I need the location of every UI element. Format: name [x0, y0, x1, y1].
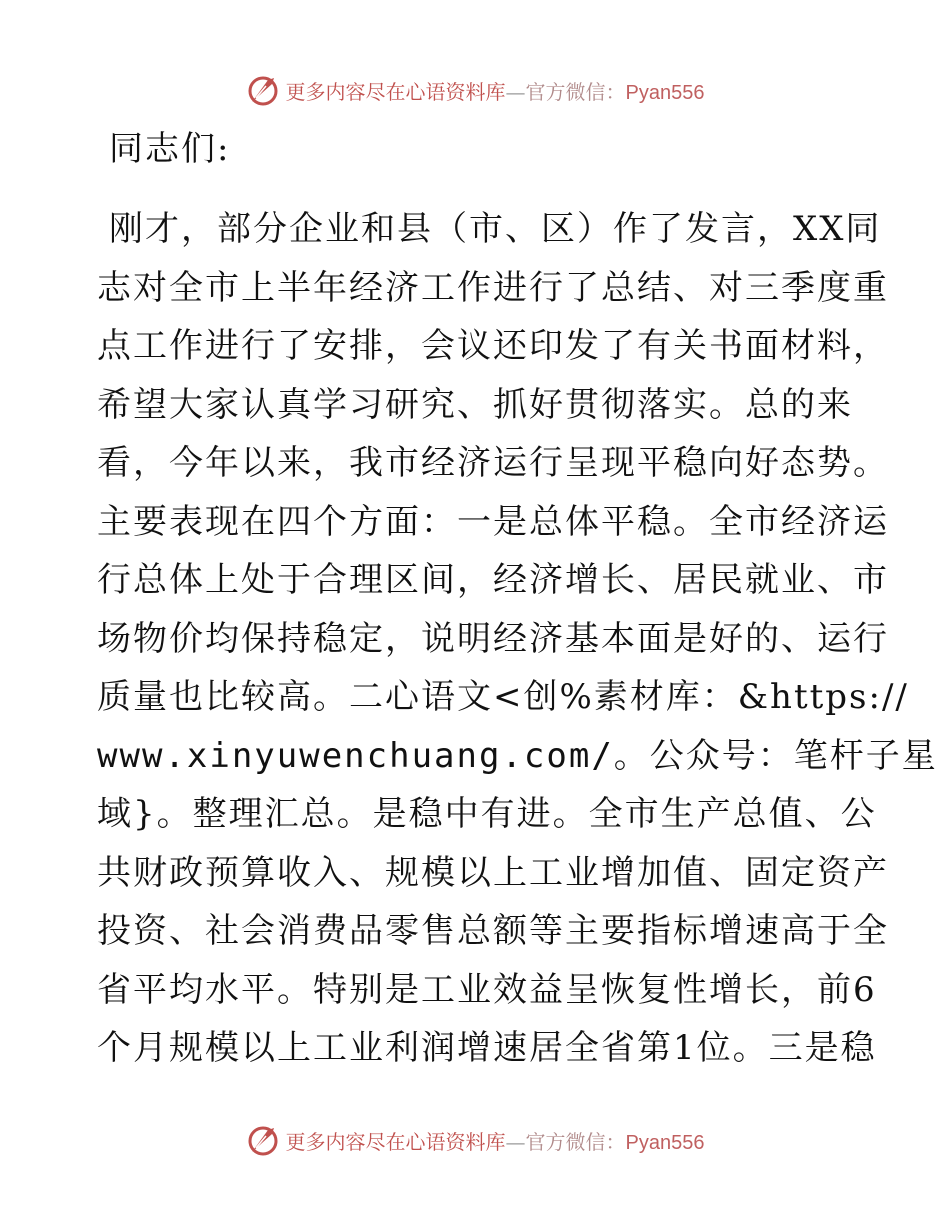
paragraph-line: 点工作进行了安排，会议还印发了有关书面材料， [97, 326, 889, 366]
footer-separator: — [505, 1129, 526, 1154]
paragraph-line: 省平均水平。特别是工业效益呈恢复性增长，前6 [97, 969, 877, 1010]
header-separator: — [505, 79, 526, 104]
header-wechat-label: 官方微信： [525, 79, 626, 104]
paragraph-line: 场物价均保持稳定，说明经济基本面是好的、运行 [97, 618, 889, 659]
paragraph-line: 质量也比较高。二心语文<创%素材库：&https:// [97, 677, 909, 717]
paragraph-line: 希望大家认真学习研究、抓好贯彻落实。总的来 [97, 384, 853, 425]
header-watermark-text [286, 76, 705, 105]
paragraph-line: 志对全市上半年经济工作进行了总结、对三季度重 [97, 267, 889, 308]
quill-pen-logo-icon [246, 1122, 282, 1158]
paragraph-line: 主要表现在四个方面：一是总体平稳。全市经济运 [97, 501, 889, 542]
footer-watermark-text [286, 1126, 705, 1155]
paragraph-line: 看，今年以来，我市经济运行呈现平稳向好态势。 [97, 443, 889, 483]
paragraph-line: 共财政预算收入、规模以上工业增加值、固定资产 [97, 852, 889, 893]
footer-brand: 更多内容尽在心语资料库 [285, 1129, 506, 1154]
header-brand: 更多内容尽在心语资料库 [285, 79, 506, 104]
paragraph-line: 域}。整理汇总。是稳中有进。全市生产总值、公 [97, 794, 877, 834]
paragraph-line: 投资、社会消费品零售总额等主要指标增速高于全 [97, 911, 889, 951]
header-watermark [0, 70, 950, 110]
document-body [97, 120, 938, 1078]
footer-watermark [0, 1120, 950, 1160]
footer-wechat-label: 官方微信： [525, 1129, 626, 1154]
quill-pen-logo-icon [246, 72, 282, 108]
footer-wechat-id: Pyan556 [625, 1131, 705, 1154]
paragraph-line: 刚才，部分企业和县（市、区）作了发言，XX同 [109, 209, 882, 249]
header-wechat-id: Pyan556 [625, 81, 705, 104]
paragraph [97, 200, 938, 1078]
paragraph-line: www.xinyuwenchuang.com/。公众号：笔杆子星 [97, 735, 938, 776]
greeting: 同志们: [109, 129, 231, 169]
paragraph-line: 行总体上处于合理区间，经济增长、居民就业、市 [97, 560, 889, 600]
paragraph-line: 个月规模以上工业利润增速居全省第1位。三是稳 [97, 1028, 877, 1068]
